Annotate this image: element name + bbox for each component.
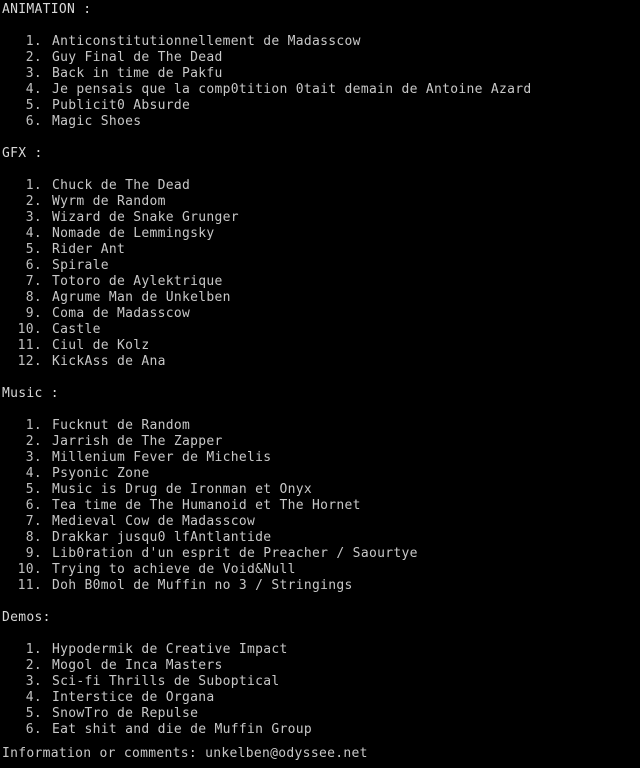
entry-text: Publicit0 Absurde <box>52 98 191 113</box>
entry-text: Wyrm de Random <box>52 194 166 209</box>
section <box>0 386 640 610</box>
entry-number: 6. <box>25 498 42 513</box>
entry-number: 3. <box>25 210 42 225</box>
entry-number: 3. <box>25 674 42 689</box>
entry-text: Back in time de Pakfu <box>52 66 223 81</box>
entry-number: 1. <box>25 418 42 433</box>
list-item <box>0 706 640 722</box>
entry-number: 11. <box>17 338 42 353</box>
list-item <box>0 722 640 738</box>
list-item <box>0 98 640 114</box>
list-item <box>0 322 640 338</box>
entry-number: 6. <box>25 114 42 129</box>
entry-text: KickAss de Ana <box>52 354 166 369</box>
entry-number: 2. <box>25 194 42 209</box>
section-spacer <box>0 162 640 178</box>
list-item <box>0 226 640 242</box>
entry-text: Lib0ration d'un esprit de Preacher / Saourtye <box>52 546 418 561</box>
entry-number: 3. <box>25 450 42 465</box>
entry-number: 6. <box>25 258 42 273</box>
entry-list <box>0 34 640 130</box>
entry-text: Mogol de Inca Masters <box>52 658 223 673</box>
list-item <box>0 418 640 434</box>
entry-number: 4. <box>25 690 42 705</box>
list-item <box>0 546 640 562</box>
entry-text: Sci-fi Thrills de Suboptical <box>52 674 280 689</box>
entry-number: 8. <box>25 290 42 305</box>
entry-text: Rider Ant <box>52 242 126 257</box>
entry-text: Totoro de Aylektrique <box>52 274 223 289</box>
section-trailing-spacer <box>0 370 640 386</box>
entry-text: Castle <box>52 322 101 337</box>
entry-number: 5. <box>25 706 42 721</box>
list-item <box>0 34 640 50</box>
section-spacer <box>0 402 640 418</box>
entry-text: Chuck de The Dead <box>52 178 191 193</box>
list-item <box>0 562 640 578</box>
list-item <box>0 354 640 370</box>
list-item <box>0 50 640 66</box>
entry-text: Jarrish de The Zapper <box>52 434 223 449</box>
entry-number: 7. <box>25 274 42 289</box>
list-item <box>0 242 640 258</box>
entry-text: Agrume Man de Unkelben <box>52 290 231 305</box>
entry-text: Doh B0mol de Muffin no 3 / Stringings <box>52 578 353 593</box>
section-trailing-spacer <box>0 594 640 610</box>
entry-number: 7. <box>25 514 42 529</box>
entry-number: 4. <box>25 226 42 241</box>
entry-number: 4. <box>25 82 42 97</box>
entry-number: 5. <box>25 482 42 497</box>
entry-text: Medieval Cow de Madasscow <box>52 514 256 529</box>
list-item <box>0 434 640 450</box>
section-title: Demos: <box>2 610 51 625</box>
entry-list <box>0 178 640 370</box>
entry-text: Spirale <box>52 258 109 273</box>
entry-number: 5. <box>25 242 42 257</box>
list-item <box>0 210 640 226</box>
list-item <box>0 290 640 306</box>
list-item <box>0 274 640 290</box>
section <box>0 610 640 754</box>
list-item <box>0 114 640 130</box>
entry-number: 2. <box>25 434 42 449</box>
entry-text: Wizard de Snake Grunger <box>52 210 239 225</box>
entry-number: 11. <box>17 578 42 593</box>
entry-number: 9. <box>25 306 42 321</box>
list-item <box>0 258 640 274</box>
entry-text: SnowTro de Repulse <box>52 706 199 721</box>
entry-text: Ciul de Kolz <box>52 338 150 353</box>
section-trailing-spacer <box>0 130 640 146</box>
entry-text: Magic Shoes <box>52 114 142 129</box>
entry-number: 1. <box>25 34 42 49</box>
list-item <box>0 482 640 498</box>
list-item <box>0 306 640 322</box>
section-spacer <box>0 18 640 34</box>
section <box>0 2 640 146</box>
entry-text: Nomade de Lemmingsky <box>52 226 215 241</box>
entry-number: 8. <box>25 530 42 545</box>
entry-text: Fucknut de Random <box>52 418 191 433</box>
entry-text: Hypodermik de Creative Impact <box>52 642 288 657</box>
list-item <box>0 578 640 594</box>
entry-text: Psyonic Zone <box>52 466 150 481</box>
entry-number: 12. <box>17 354 42 369</box>
list-item <box>0 82 640 98</box>
list-item <box>0 338 640 354</box>
entry-number: 10. <box>17 562 42 577</box>
entry-number: 1. <box>25 178 42 193</box>
entry-text: Interstice de Organa <box>52 690 215 705</box>
section-title: GFX : <box>2 146 43 161</box>
entry-text: Trying to achieve de Void&Null <box>52 562 296 577</box>
entry-number: 2. <box>25 50 42 65</box>
entry-text: Guy Final de The Dead <box>52 50 223 65</box>
entry-text: Je pensais que la comp0tition 0tait demain de Antoine Azard <box>52 82 532 97</box>
entry-text: Music is Drug de Ironman et Onyx <box>52 482 313 497</box>
entry-text: Drakkar jusqu0 lfAntlantide <box>52 530 272 545</box>
entry-text: Coma de Madasscow <box>52 306 191 321</box>
list-item <box>0 674 640 690</box>
list-item <box>0 658 640 674</box>
entry-text: Anticonstitutionnellement de Madasscow <box>52 34 361 49</box>
list-item <box>0 450 640 466</box>
list-item <box>0 466 640 482</box>
list-item <box>0 642 640 658</box>
entry-text: Tea time de The Humanoid et The Hornet <box>52 498 361 513</box>
list-item <box>0 498 640 514</box>
section-title: Music : <box>2 386 59 401</box>
section <box>0 146 640 386</box>
list-item <box>0 194 640 210</box>
footer-contact: Information or comments: unkelben@odyssee.net <box>2 746 368 761</box>
entry-number: 2. <box>25 658 42 673</box>
list-item <box>0 514 640 530</box>
entry-number: 1. <box>25 642 42 657</box>
section-spacer <box>0 626 640 642</box>
entry-number: 6. <box>25 722 42 737</box>
list-item <box>0 178 640 194</box>
sections-container <box>0 2 640 754</box>
list-item <box>0 66 640 82</box>
entry-number: 4. <box>25 466 42 481</box>
entry-list <box>0 418 640 594</box>
section-title: ANIMATION : <box>2 2 92 17</box>
entry-number: 9. <box>25 546 42 561</box>
entry-number: 3. <box>25 66 42 81</box>
entry-number: 10. <box>17 322 42 337</box>
list-item <box>0 690 640 706</box>
entry-text: Millenium Fever de Michelis <box>52 450 272 465</box>
entry-number: 5. <box>25 98 42 113</box>
list-item <box>0 530 640 546</box>
entry-list <box>0 642 640 738</box>
entry-text: Eat shit and die de Muffin Group <box>52 722 313 737</box>
